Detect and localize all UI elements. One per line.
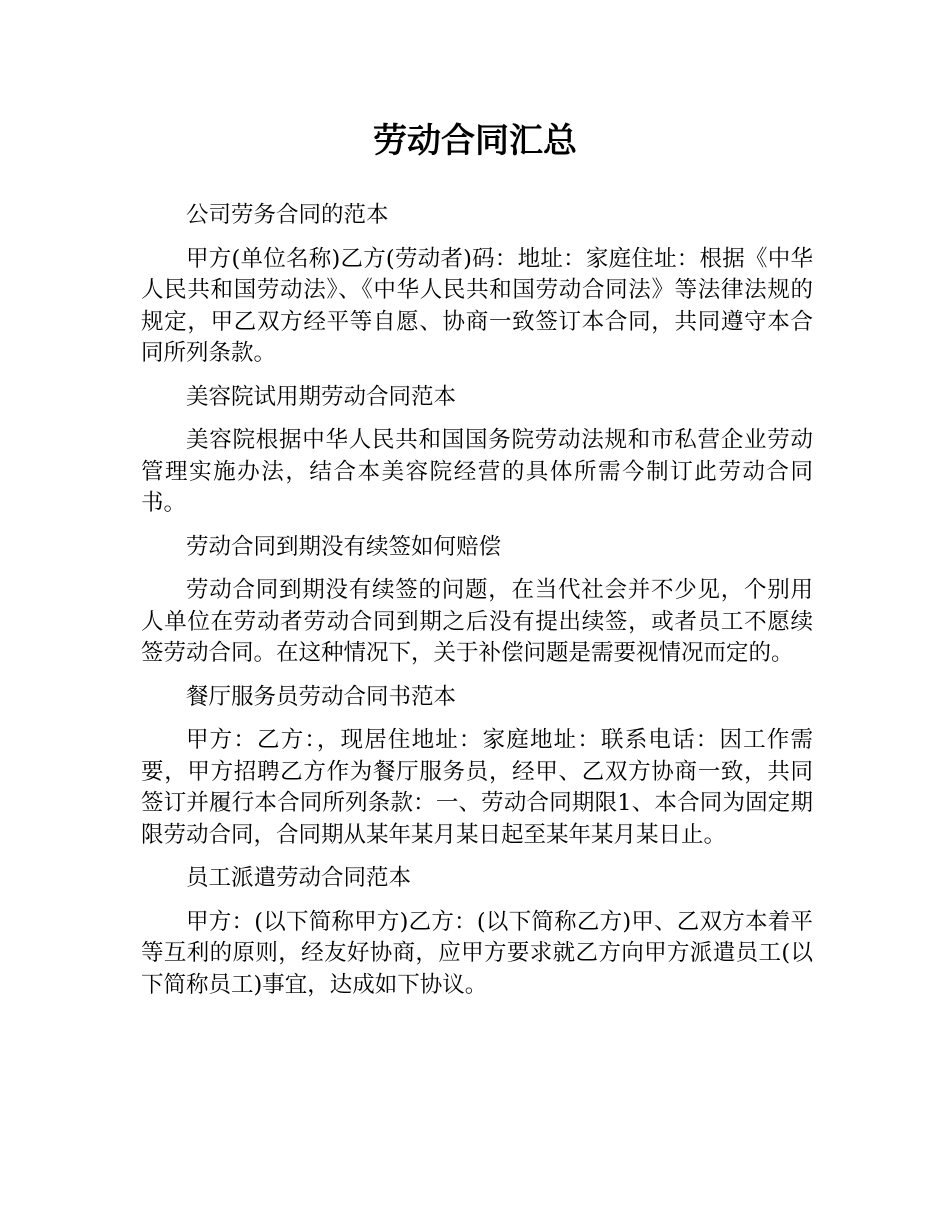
section-paragraph: 甲方：(以下简称甲方)乙方：(以下简称乙方)甲、乙双方本着平等互利的原则，经友好协商，应甲方要求就乙方向甲方派遣员工(以下简称员工)事宜，达成如下协议。 [141, 908, 813, 998]
section-heading: 美容院试用期劳动合同范本 [186, 383, 457, 410]
section-heading: 员工派遣劳动合同范本 [186, 865, 412, 891]
section-paragraph: 美容院根据中华人民共和国国务院劳动法规和市私营企业劳动管理实施办法，结合本美容院经营的具体所需今制订此劳动合同书。 [141, 427, 813, 516]
section-paragraph: 劳动合同到期没有续签的问题，在当代社会并不少见，个别用人单位在劳动者劳动合同到期之后没有提出续签，或者员工不愿续签劳动合同。在这种情况下，关于补偿问题是需要视情况而定的。 [141, 577, 813, 666]
section-heading: 劳动合同到期没有续签如何赔偿 [186, 533, 502, 560]
section-heading: 公司劳务合同的范本 [186, 202, 389, 228]
section-paragraph: 甲方：乙方：，现居住地址：家庭地址：联系电话：因工作需要，甲方招聘乙方作为餐厅服务员，经甲、乙双方协商一致，共同签订并履行本合同所列条款：一、劳动合同期限1、本合同为固定期限劳动合同，合同期从某年某月某日起至某年某月某日止。 [141, 727, 813, 848]
document-title: 劳动合同汇总 [373, 121, 577, 161]
document-body [141, 200, 813, 1013]
section-paragraph: 甲方(单位名称)乙方(劳动者)码：地址：家庭住址：根据《中华人民共和国劳动法》、《中华人民共和国劳动合同法》等法律法规的规定，甲乙双方经平等自愿、协商一致签订本合同，共同遵守本合同所列条款。 [141, 245, 813, 366]
section-heading: 餐厅服务员劳动合同书范本 [186, 683, 457, 710]
